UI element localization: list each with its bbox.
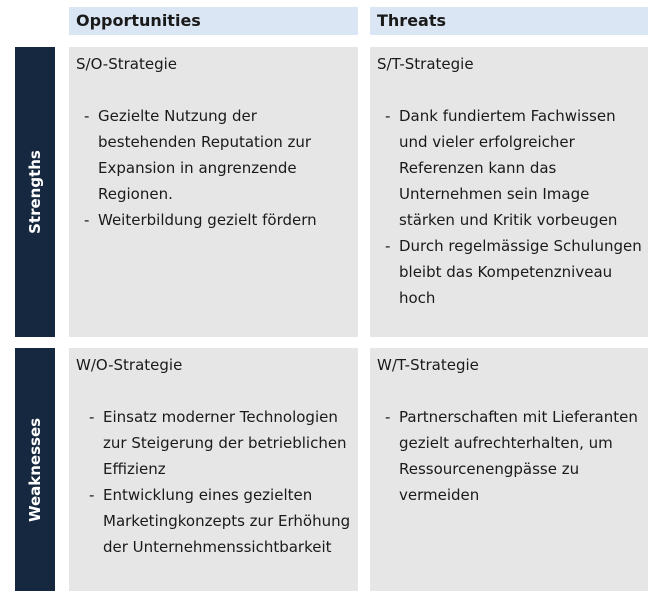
cell-so-strategy [69,47,358,337]
list-item: - Gezielte Nutzung der bestehenden Reputation zur Expansion in angrenzende Regionen. [98,103,352,207]
list-item: - Weiterbildung gezielt fördern [98,207,352,233]
cell-so-title: S/O-Strategie [76,55,178,73]
cell-wt-title: W/T-Strategie [377,356,479,374]
cell-wt-list [377,404,642,508]
list-item: - Dank fundiertem Fachwissen und vieler erfolgreicher Referenzen kann das Unternehmen sein Image stärken und Kritik vorbeugen [399,103,642,233]
cell-st-strategy [370,47,648,337]
cell-wo-title: W/O-Strategie [76,356,183,374]
list-item: - Partnerschaften mit Lieferanten gezielt aufrechterhalten, um Ressourcenengpässe zu vermeiden [399,404,642,508]
cell-wo-strategy [69,348,358,591]
list-item: - Einsatz moderner Technologien zur Steigerung der betrieblichen Effizienz [103,404,352,482]
cell-wo-list [76,404,352,560]
cell-st-list [377,103,642,311]
cell-st-title: S/T-Strategie [377,55,474,73]
row-label-weaknesses-text: Weaknesses [26,417,44,522]
row-label-strengths [15,47,55,337]
column-header-threats: Threats [370,7,648,35]
row-label-strengths-text: Strengths [26,150,44,234]
cell-so-list [76,103,352,233]
list-item: - Durch regelmässige Schulungen bleibt das Kompetenzniveau hoch [399,233,642,311]
cell-wt-strategy [370,348,648,591]
column-header-opportunities: Opportunities [69,7,358,35]
list-item: - Entwicklung eines gezielten Marketingkonzepts zur Erhöhung der Unternehmenssichtbarkeit [103,482,352,560]
row-label-weaknesses [15,348,55,591]
